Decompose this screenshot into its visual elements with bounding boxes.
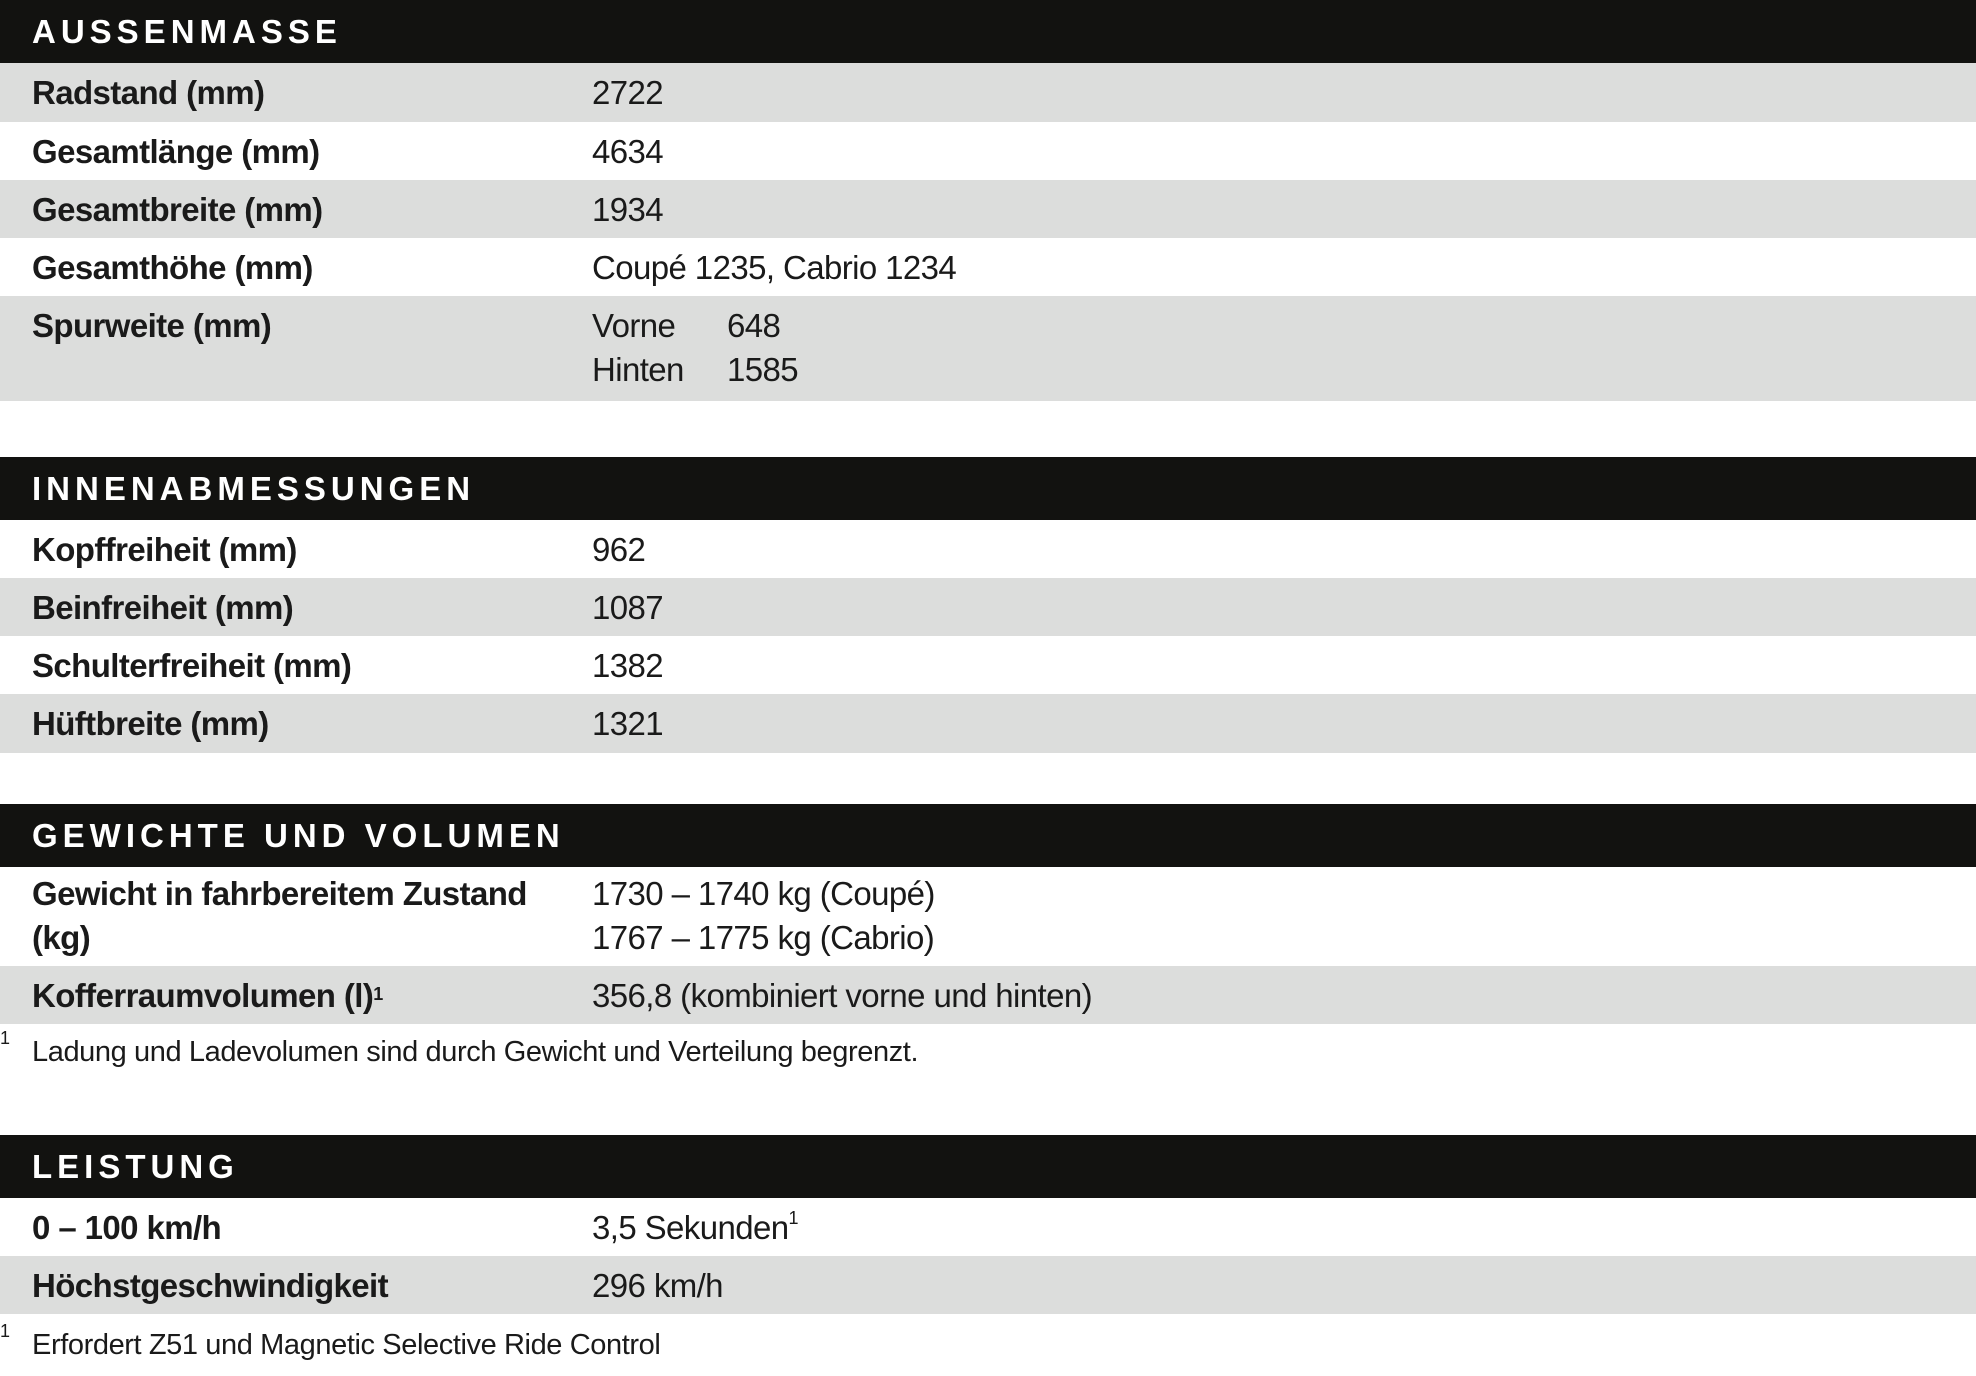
section-header-leistung: LEISTUNG [0,1135,1976,1198]
row-label: Hüftbreite (mm) [32,705,269,742]
row-value-line: 1767 – 1775 kg (Cabrio) [592,919,935,956]
footnote-marker: 1 [0,1028,10,1048]
value-text: 3,5 Sekunden [592,1209,789,1246]
row-value: 356,8 (kombiniert vorne und hinten) [592,977,1092,1014]
section-header-innenabmessungen: INNENABMESSUNGEN [0,457,1976,520]
row-label: Höchstgeschwindigkeit [32,1267,388,1304]
row-value: 1382 [592,647,664,684]
row-label: Beinfreiheit (mm) [32,589,294,626]
table-row [0,180,1976,238]
row-value: 1934 [592,191,664,228]
sub-value: 648 [727,307,781,344]
sub-value: 1585 [727,351,799,388]
row-value [592,872,935,960]
row-value: 1087 [592,589,664,626]
row-label-line: Gewicht in fahrbereitem Zustand [32,875,527,912]
section-header-aussenmasse: AUSSENMASSE [0,0,1976,63]
footnote-text: Ladung und Ladevolumen sind durch Gewicht und Verteilung begrenzt. [32,1036,919,1068]
row-label: Radstand (mm) [32,74,265,111]
row-value-line: 1730 – 1740 kg (Coupé) [592,875,935,912]
sub-key: Vorne [592,307,676,344]
row-value: 2722 [592,74,664,111]
label-text: Kofferraumvolumen (l) [32,977,374,1014]
row-value [592,1206,798,1250]
row-value: 296 km/h [592,1267,723,1304]
row-label: Spurweite (mm) [32,307,272,344]
table-row [0,520,1976,578]
row-value: 1321 [592,705,664,742]
section-header-gewichte-und-volumen: GEWICHTE UND VOLUMEN [0,804,1976,867]
table-row [0,1198,1976,1256]
footnote-marker: 1 [373,984,383,1004]
footnote-marker: 1 [0,1321,10,1341]
table-row [0,63,1976,122]
row-label [32,872,527,960]
row-value: 4634 [592,133,664,170]
footnote-marker: 1 [788,1208,798,1228]
table-row [0,966,1976,1024]
row-label: Gesamtbreite (mm) [32,191,323,228]
table-row [0,122,1976,180]
table-row [0,296,1976,401]
row-value: 962 [592,531,646,568]
row-label: Gesamthöhe (mm) [32,249,313,286]
row-label: Schulterfreiheit (mm) [32,647,352,684]
table-row [0,1256,1976,1314]
row-label-line: (kg) [32,919,91,956]
sub-key: Hinten [592,351,684,388]
table-row [0,578,1976,636]
table-row [0,694,1976,753]
table-row [0,867,1976,966]
table-row [0,636,1976,694]
row-label [32,974,383,1018]
row-label: Kopffreiheit (mm) [32,531,297,568]
row-label: 0 – 100 km/h [32,1209,222,1246]
table-row [0,238,1976,296]
footnote-text: Erfordert Z51 und Magnetic Selective Ride Control [32,1329,661,1361]
row-label: Gesamtlänge (mm) [32,133,320,170]
row-value: Coupé 1235, Cabrio 1234 [592,249,957,286]
row-value [592,304,798,392]
